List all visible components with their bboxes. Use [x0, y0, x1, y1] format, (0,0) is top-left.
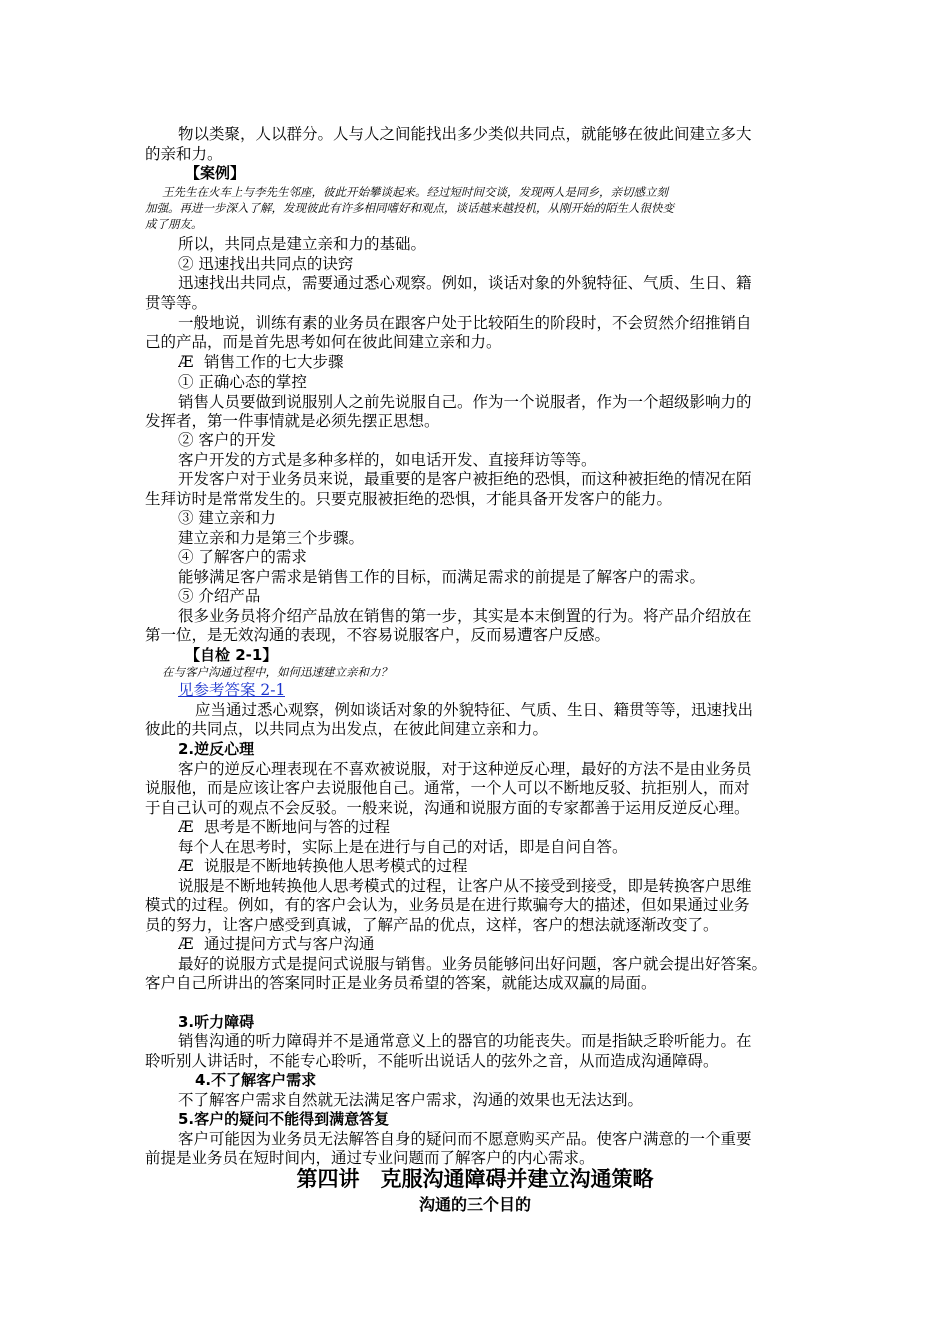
paragraph-line: 说服他，而是应该让客户去说服他自己。通常，一个人可以不断地反驳、抗拒别人，而对	[145, 779, 750, 797]
paragraph-line: 应当通过悉心观察，例如谈话对象的外貌特征、气质、生日、籍贯等等，迅速找出	[195, 701, 754, 719]
subheading: ③ 建立亲和力	[178, 509, 276, 527]
case-text: 加强。再进一步深入了解，发现彼此有许多相同嗜好和观点，谈话越来越投机，从刚开始的陌生人很快变	[145, 201, 674, 215]
section-heading-3: 3.听力障碍	[178, 1013, 255, 1031]
selfcheck-question: 在与客户沟通过程中，如何迅速建立亲和力？	[162, 665, 392, 679]
section-heading-5: 5.客户的疑问不能得到满意答复	[178, 1110, 390, 1128]
bullet-symbol: Æ	[178, 818, 194, 836]
paragraph-line: 发挥者，第一件事情就是必须先摆正思想。	[145, 412, 440, 430]
paragraph-line: 一般地说，训练有素的业务员在跟客户处于比较陌生的阶段时，不会贸然介绍推销自	[178, 314, 752, 332]
bullet-heading: Æ 通过提问方式与客户沟通	[178, 935, 375, 953]
paragraph-line: 客户的逆反心理表现在不喜欢被说服，对于这种逆反心理，最好的方法不是由业务员	[178, 760, 752, 778]
subheading: ② 客户的开发	[178, 431, 276, 449]
paragraph-line: 客户可能因为业务员无法解答自身的疑问而不愿意购买产品。使客户满意的一个重要	[178, 1130, 752, 1148]
paragraph-line: 很多业务员将介绍产品放在销售的第一步，其实是本末倒置的行为。将产品介绍放在	[178, 607, 752, 625]
paragraph-line: 模式的过程。例如，有的客户会认为，业务员是在进行欺骗夸大的描述，但如果通过业务	[145, 896, 750, 914]
selfcheck-heading: 【自检 2-1】	[185, 646, 278, 664]
bullet-heading: Æ 思考是不断地问与答的过程	[178, 818, 391, 836]
bullet-symbol: Æ	[178, 857, 194, 875]
paragraph-line: 物以类聚，人以群分。人与人之间能找出多少类似共同点，就能够在彼此间建立多大	[178, 125, 752, 143]
paragraph-line: 销售人员要做到说服别人之前先说服自己。作为一个说服者，作为一个超级影响力的	[178, 393, 752, 411]
paragraph-line: 不了解客户需求自然就无法满足客户需求，沟通的效果也无法达到。	[178, 1091, 644, 1109]
paragraph-line: 彼此的共同点，以共同点为出发点，在彼此间建立亲和力。	[145, 720, 549, 738]
case-text: 成了朋友。	[145, 217, 203, 231]
paragraph-line: 说服是不断地转换他人思考模式的过程，让客户从不接受到接受，即是转换客户思维	[178, 877, 752, 895]
paragraph-line: 每个人在思考时，实际上是在进行与自己的对话，即是自问自答。	[178, 838, 628, 856]
paragraph-line: 聆听别人讲话时，不能专心聆听，不能听出说话人的弦外之音，从而造成沟通障碍。	[145, 1052, 719, 1070]
paragraph-line: 所以，共同点是建立亲和力的基础。	[178, 235, 427, 253]
paragraph-line: 第一位，是无效沟通的表现，不容易说服客户，反而易遭客户反感。	[145, 626, 611, 644]
paragraph-line: 于自己认可的观点不会反驳。一般来说，沟通和说服方面的专家都善于运用反逆反心理。	[145, 799, 750, 817]
subheading: ④ 了解客户的需求	[178, 548, 307, 566]
paragraph-line: 能够满足客户需求是销售工作的目标，而满足需求的前提是了解客户的需求。	[178, 568, 706, 586]
subheading: ⑤ 介绍产品	[178, 587, 261, 605]
paragraph-line: 客户自己所讲出的答案同时正是业务员希望的答案，就能达成双赢的局面。	[145, 974, 657, 992]
section-title: 沟通的三个目的	[418, 1195, 531, 1214]
section-heading-2: 2.逆反心理	[178, 740, 255, 758]
chapter-title: 第四讲 克服沟通障碍并建立沟通策略	[296, 1167, 654, 1191]
paragraph-line: 建立亲和力是第三个步骤。	[178, 529, 365, 547]
paragraph-line: 最好的说服方式是提问式说服与销售。业务员能够问出好问题，客户就会提出好答案。	[178, 955, 768, 973]
bullet-heading: Æ 说服是不断地转换他人思考模式的过程	[178, 857, 468, 875]
paragraph-line: 的亲和力。	[145, 145, 223, 163]
bullet-symbol: Æ	[178, 353, 194, 371]
paragraph-line: 迅速找出共同点，需要通过悉心观察。例如，谈话对象的外貌特征、气质、生日、籍	[178, 274, 752, 292]
bullet-heading: Æ 销售工作的七大步骤	[178, 353, 344, 371]
subheading: ② 迅速找出共同点的诀窍	[178, 255, 354, 273]
subheading: ① 正确心态的掌控	[178, 373, 307, 391]
paragraph-line: 开发客户对于业务员来说，最重要的是客户被拒绝的恐惧，而这种被拒绝的情况在陌	[178, 470, 752, 488]
case-heading: 【案例】	[185, 164, 246, 182]
paragraph-line: 客户开发的方式是多种多样的，如电话开发、直接拜访等等。	[178, 451, 597, 469]
paragraph-line: 贯等等。	[145, 294, 208, 312]
paragraph-line: 生拜访时是常常发生的。只要克服被拒绝的恐惧，才能具备开发客户的能力。	[145, 490, 673, 508]
paragraph-line: 前提是业务员在短时间内，通过专业问题而了解客户的内心需求。	[145, 1149, 595, 1167]
paragraph-line: 员的努力，让客户感受到真诚，了解产品的优点，这样，客户的想法就逐渐改变了。	[145, 916, 719, 934]
section-heading-4: 4.不了解客户需求	[195, 1071, 317, 1089]
paragraph-line: 销售沟通的听力障碍并不是通常意义上的器官的功能丧失。而是指缺乏聆听能力。在	[178, 1032, 752, 1050]
case-text: 王先生在火车上与李先生邻座，彼此开始攀谈起来。经过短时间交谈，发现两人是同乡，亲切感立刻	[162, 185, 668, 199]
paragraph-line: 己的产品，而是首先思考如何在彼此间建立亲和力。	[145, 333, 502, 351]
answer-link[interactable]: 见参考答案 2-1	[178, 681, 286, 699]
bullet-symbol: Æ	[178, 935, 194, 953]
